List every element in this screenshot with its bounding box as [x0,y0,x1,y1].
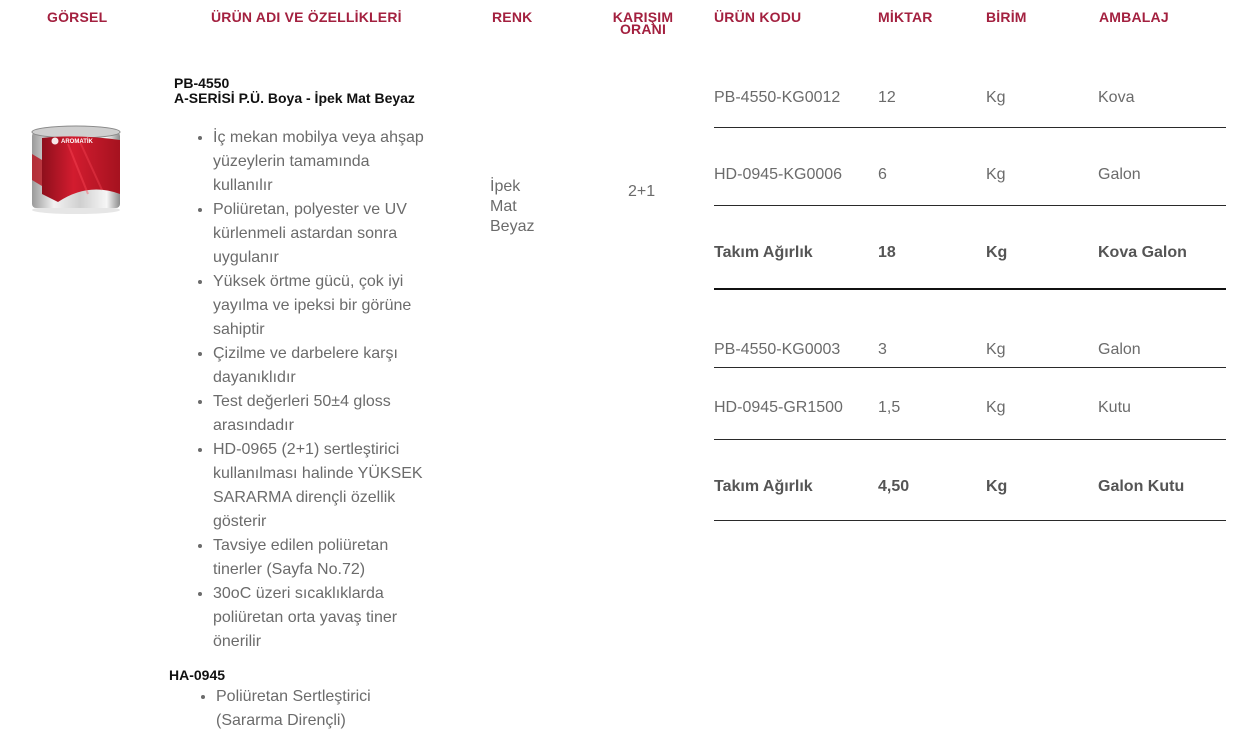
feature-item: • Tavsiye edilen poliüretan tinerler (Sayfa No.72) [213,534,428,582]
row-divider [714,520,1226,521]
feature-item: • Çizilme ve darbelere karşı dayanıklıdır [213,342,428,390]
feature-item: • 30oC üzeri sıcaklıklarda poliüretan orta yavaş tiner önerilir [213,582,428,654]
total-label: Takım Ağırlık [714,478,813,495]
feature-item: • Yüksek örtme gücü, çok iyi yayılma ve ipeksi bir görüne sahiptir [213,270,428,342]
product-name: A-SERİSİ P.Ü. Boya - İpek Mat Beyaz [174,90,415,106]
header-gorsel: GÖRSEL [47,9,108,25]
header-ambalaj: AMBALAJ [1099,9,1169,25]
header-urun-adi: ÜRÜN ADI VE ÖZELLİKLERİ [211,9,402,25]
row-qty: 12 [878,89,896,106]
product-color [490,177,534,237]
color-line: Beyaz [490,218,535,235]
header-karisim-line2: ORANI [619,21,667,37]
group-divider [714,288,1226,290]
feature-item: • Poliüretan Sertleştirici (Sararma Dirençli) [216,685,416,733]
header-urun-kodu: ÜRÜN KODU [714,9,802,25]
feature-item: • İç mekan mobilya veya ahşap yüzeylerin tamamında kullanılır [213,126,428,198]
header-karisim-line1: KARIŞIM [612,9,674,25]
row-code: HD-0945-KG0006 [714,166,843,183]
header-birim: BİRİM [986,9,1027,25]
color-line: Mat [490,198,517,215]
row-pack: Galon [1098,166,1141,183]
product-features-list [213,126,428,654]
feature-item: • Test değerleri 50±4 gloss arasındadır [213,390,428,438]
paint-can-brand: AROMATİK [61,139,93,145]
paint-can-image [28,124,124,216]
row-unit: Kg [986,89,1006,106]
row-qty: 3 [878,341,887,358]
total-qty: 18 [878,244,896,261]
total-qty: 4,50 [878,478,910,495]
row-qty: 6 [878,166,887,183]
row-divider [714,439,1226,440]
row-pack: Kova [1098,89,1135,106]
total-pack: Kova Galon [1098,244,1187,261]
header-renk: RENK [492,9,533,25]
row-code: PB-4550-KG0003 [714,341,841,358]
feature-item: • HD-0965 (2+1) sertleştirici kullanılması halinde YÜKSEK SARARMA dirençli özellik gösterir [213,438,428,534]
total-unit: Kg [986,478,1008,495]
row-code: PB-4550-KG0012 [714,89,841,106]
header-miktar: MİKTAR [878,9,933,25]
row-unit: Kg [986,399,1006,416]
row-divider [714,127,1226,128]
row-code: HD-0945-GR1500 [714,399,843,416]
row-divider [714,367,1226,368]
row-pack: Kutu [1098,399,1131,416]
mix-ratio: 2+1 [628,183,656,200]
hardener-code: HA-0945 [169,667,226,683]
header-karisim-orani [604,11,682,35]
row-divider [714,205,1226,206]
hardener-features-list [216,685,416,733]
total-label: Takım Ağırlık [714,244,813,261]
row-unit: Kg [986,166,1006,183]
row-pack: Galon [1098,341,1141,358]
product-code: PB-4550 [174,75,230,91]
feature-item: • Poliüretan, polyester ve UV kürlenmeli astardan sonra uygulanır [213,198,428,270]
total-pack: Galon Kutu [1098,478,1185,495]
total-unit: Kg [986,244,1008,261]
row-unit: Kg [986,341,1006,358]
color-line: İpek [490,178,521,195]
row-qty: 1,5 [878,399,901,416]
